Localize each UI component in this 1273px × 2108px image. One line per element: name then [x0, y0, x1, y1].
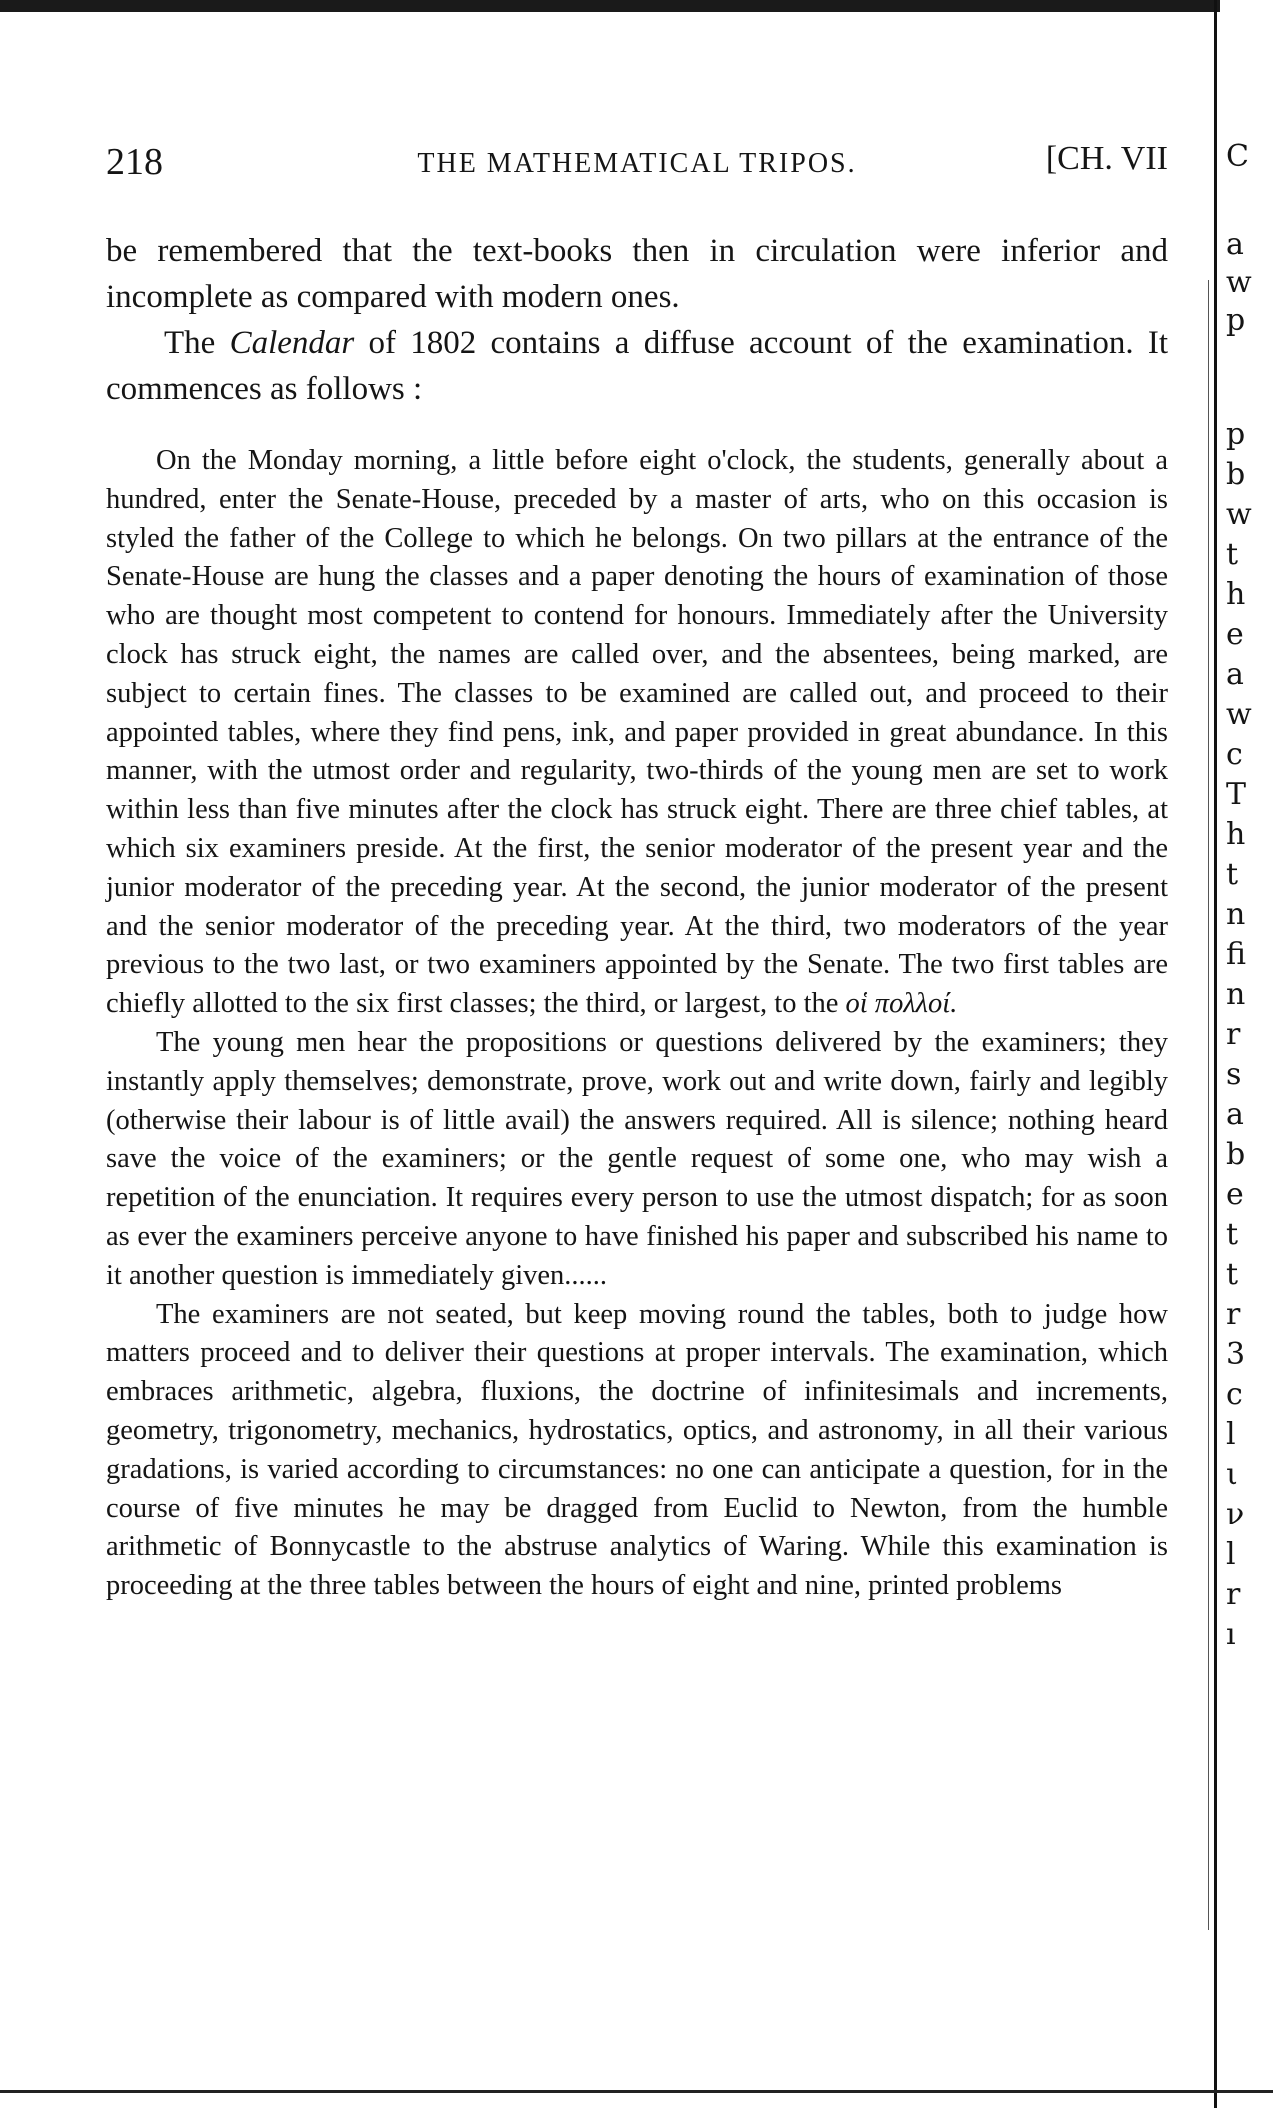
running-title: THE MATHEMATICAL TRIPOS.	[417, 148, 857, 179]
adjacent-page-letter: a	[1226, 657, 1244, 692]
adjacent-page-letter: T	[1226, 777, 1247, 812]
page-number: 218	[106, 141, 163, 183]
adjacent-page-letter: h	[1226, 577, 1246, 612]
intro-paragraph: be remembered that the text-books then in circulation were inferior and incomplete as compared with modern ones.	[106, 233, 1168, 315]
quote-paragraph	[106, 442, 1168, 1024]
calendar-text-after: of 1802 contains a diffuse account of the examination. It commences as follows :	[106, 325, 1168, 407]
adjacent-page-letter: l	[1226, 1537, 1236, 1572]
adjacent-page-letter: n	[1226, 977, 1246, 1012]
adjacent-page-letter: b	[1226, 457, 1246, 492]
adjacent-page-edge	[1204, 0, 1273, 2108]
adjacent-page-letter: w	[1226, 497, 1252, 532]
adjacent-page-letter: s	[1226, 1057, 1242, 1092]
adjacent-page-letter: p	[1226, 417, 1246, 452]
adjacent-page-letter: b	[1226, 1137, 1246, 1172]
adjacent-page-letter: ν	[1226, 1497, 1245, 1532]
adjacent-page-letter: fi	[1226, 937, 1247, 972]
calendar-text-before: The	[164, 325, 230, 361]
adjacent-page-letter: t	[1226, 537, 1239, 572]
adjacent-page-letter: h	[1226, 817, 1246, 852]
adjacent-page-letter: a	[1226, 1097, 1244, 1132]
quote-paragraph: The young men hear the propositions or questions delivered by the examiners; they instantly apply themselves; demonstrate, prove, work out and write down, fairly and legibly (otherwise their labour is of little avail) the answers required. All is silence; nothing heard save the voice of the examiners; or the gentle request of some one, who may wish a repetition of the enunciation. It requires every person to use the utmost dispatch; for as soon as ever the examiners perceive anyone to have finished his paper and subscribed his name to it another question is immediately given......	[106, 1026, 1168, 1291]
adjacent-page-letter: e	[1226, 617, 1244, 652]
page-top-shadow	[0, 0, 1220, 12]
chapter-reference: [CH. VII	[1045, 140, 1168, 177]
page-bottom-rule	[0, 2090, 1273, 2093]
page-gutter-line	[1214, 0, 1217, 2108]
adjacent-page-letter: c	[1226, 737, 1243, 772]
greek-phrase: οἱ πολλοί.	[845, 988, 958, 1020]
adjacent-page-letter: w	[1226, 265, 1252, 300]
adjacent-page-letter: C	[1226, 139, 1249, 174]
adjacent-page-letter: 3	[1226, 1337, 1246, 1372]
adjacent-page-letter: t	[1226, 857, 1239, 892]
adjacent-page-letter: r	[1226, 1017, 1241, 1052]
calendar-paragraph	[106, 320, 1168, 412]
quote-paragraph: The examiners are not seated, but keep moving round the tables, both to judge how matters proceed and to deliver their questions at proper intervals. The examination, which embraces arithmetic, algebra, fluxions, the doctrine of infinitesimals and increments, geometry, trigonometry, mechanics, hydrostatics, optics, and astronomy, in all their various gradations, is varied according to circumstances: no one can anticipate a question, for in the course of five minutes he may be dragged from Euclid to Newton, from the humble arithmetic of Bonnycastle to the abstruse analytics of Waring. While this examination is proceeding at the three tables between the hours of eight and nine, printed problems	[106, 1298, 1168, 1602]
adjacent-page-letter: r	[1226, 1577, 1241, 1612]
adjacent-page-letter: l	[1226, 1417, 1236, 1452]
adjacent-page-letter: c	[1226, 1377, 1243, 1412]
adjacent-page-letter: t	[1226, 1257, 1239, 1292]
calendar-quotation	[106, 442, 1168, 1606]
adjacent-page-letter: p	[1226, 303, 1246, 338]
adjacent-page-letter: e	[1226, 1177, 1244, 1212]
adjacent-page-letter: n	[1226, 897, 1246, 932]
adjacent-page-letter: a	[1226, 227, 1244, 262]
adjacent-page-letter: ι	[1226, 1457, 1238, 1492]
book-page	[106, 140, 1168, 1606]
page-gutter-line-inner	[1208, 280, 1209, 1930]
quote-paragraph-text: On the Monday morning, a little before eight o'clock, the students, generally about a hundred, enter the Senate-House, preceded by a master of arts, who on this occasion is styled the father of the College to which he belongs. On two pillars at the entrance of the Senate-House are hung the classes and a paper denoting the hours of examination of those who are thought most competent to contend for honours. Immediately after the University clock has struck eight, the names are called over, and the absentees, being marked, are subject to certain fines. The classes to be examined are called out, and proceed to their appointed tables, where they find pens, ink, and paper provided in great abundance. In this manner, with the utmost order and regularity, two-thirds of the young men are set to work within less than five minutes after the clock has struck eight. There are three chief tables, at which six examiners preside. At the first, the senior moderator of the present year and the junior moderator of the preceding year. At the second, the junior moderator of the present and the senior moderator of the preceding year. At the third, two moderators of the year previous to the two last, or two examiners appointed by the Senate. The two first tables are chiefly allotted to the six first classes; the third, or largest, to the	[106, 445, 1168, 1020]
adjacent-page-letter: w	[1226, 697, 1252, 732]
adjacent-page-letter: ı	[1226, 1617, 1236, 1652]
calendar-title-italic: Calendar	[229, 325, 355, 361]
adjacent-page-letter: t	[1226, 1217, 1239, 1252]
adjacent-page-letter: r	[1226, 1297, 1241, 1332]
running-head	[106, 140, 1168, 184]
